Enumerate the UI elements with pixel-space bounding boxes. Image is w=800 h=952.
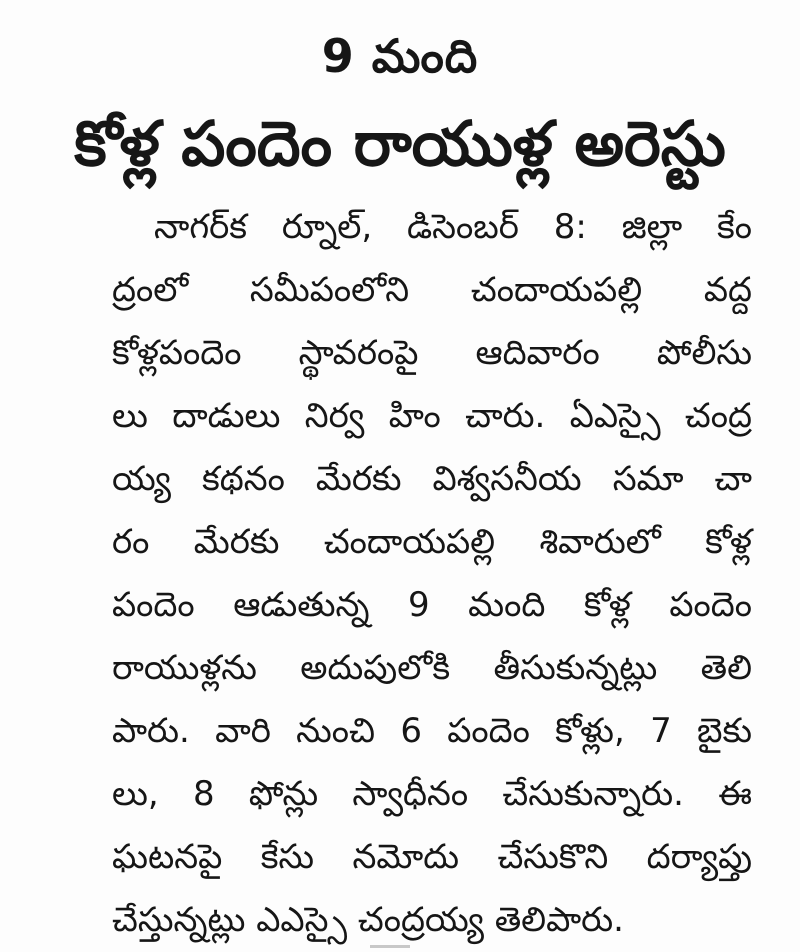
body-line: లు దాడులు నిర్వ హిం చారు. ఏఎస్సై చంద్ర	[112, 396, 752, 436]
headline: కోళ్ల పందెం రాయుళ్ల అరెస్టు	[74, 107, 726, 180]
body-line: ఘటనపై కేసు నమోదు చేసుకొని దర్యాప్తు	[112, 837, 752, 877]
article-body	[112, 196, 752, 952]
bottom-edge-mark	[370, 945, 410, 948]
cropped-previous-line	[130, 0, 590, 6]
body-line: నాగర్‌క ర్నూల్, డిసెంబర్ 8: జిల్లా కేం	[154, 207, 752, 247]
body-line: రం మేరకు చందాయపల్లి శివారులో కోళ్ల	[112, 522, 752, 562]
body-line: య్య కథనం మేరకు విశ్వసనీయ సమా చా	[112, 459, 752, 499]
body-line: పారు. వారి నుంచి 6 పందెం కోళ్లు, 7 బైకు	[112, 711, 752, 751]
kicker-heading: 9 మంది	[321, 29, 479, 83]
body-line: లు, 8 ఫోన్లు స్వాధీనం చేసుకున్నారు. ఈ	[112, 774, 752, 814]
body-line: చేస్తున్నట్లు ఎఎస్సై చంద్రయ్య తెలిపారు.	[112, 900, 624, 940]
body-line: పందెం ఆడుతున్న 9 మంది కోళ్ల పందెం	[112, 585, 752, 625]
body-line: కోళ్లపందెం స్థావరంపై ఆదివారం పోలీసు	[112, 333, 752, 373]
body-line: రాయుళ్లను అదుపులోకి తీసుకున్నట్లు తెలి	[112, 648, 752, 688]
body-line: ద్రంలో సమీపంలోని చందాయపల్లి వద్ద	[112, 270, 752, 310]
